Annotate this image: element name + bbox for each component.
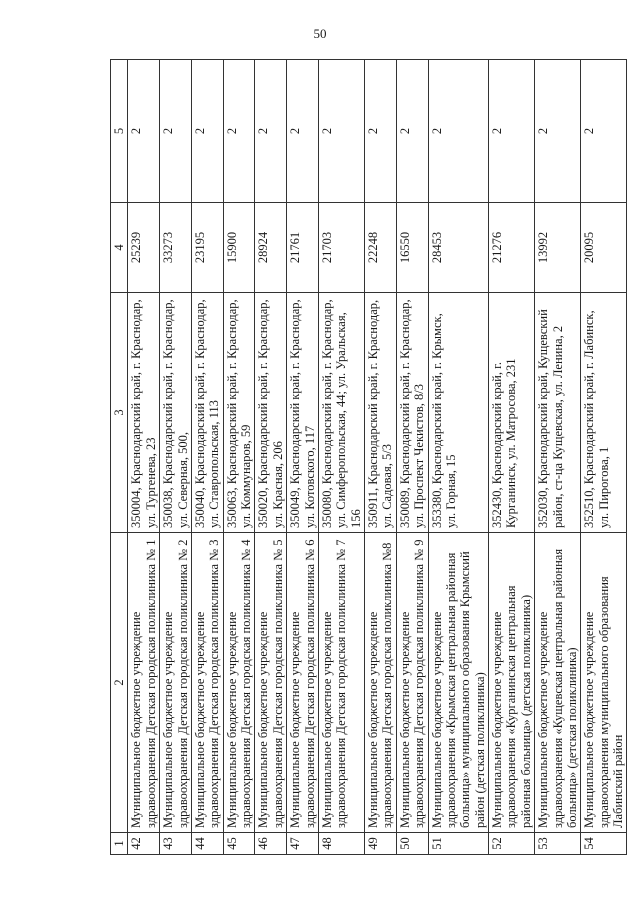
header-col-5: 5 [111,60,128,203]
table-row [396,60,428,855]
population-count: 20095 [581,203,627,293]
row-number: 53 [535,833,581,855]
table-row [581,60,627,855]
institution-address: 352030, Краснодарский край, Кущевский район, ст-ца Кущевская, ул. Ленина, 2 [535,293,581,533]
category-value: 2 [191,60,223,203]
institution-name: Муниципальное бюджетное учреждение здравоохранения Детская городская поликлиника № 5 [255,533,287,833]
institution-address: 350049, Краснодарский край, г. Краснодар, ул. Котовского, 117 [287,293,319,533]
institution-name: Муниципальное бюджетное учреждение здравоохранения Детская городская поликлиника № 7 [318,533,364,833]
row-number: 42 [128,833,160,855]
table-row [318,60,364,855]
institution-address: 352510, Краснодарский край, г. Лабинск, ул. Пирогова, 1 [581,293,627,533]
population-count: 28453 [428,203,489,293]
category-value: 2 [128,60,160,203]
table-row [128,60,160,855]
category-value: 2 [160,60,192,203]
row-number: 50 [396,833,428,855]
header-col-1: 1 [111,833,128,855]
population-count: 33273 [160,203,192,293]
table-row [223,60,255,855]
header-col-2: 2 [111,533,128,833]
population-count: 22248 [365,203,397,293]
population-count: 21703 [318,203,364,293]
table-row [489,60,535,855]
institution-address: 350063, Краснодарский край, г. Краснодар, ул. Коммунаров, 59 [223,293,255,533]
population-count: 21761 [287,203,319,293]
row-number: 47 [287,833,319,855]
row-number: 43 [160,833,192,855]
institution-address: 352430, Краснодарский край, г. Курганинск, ул. Матросова, 231 [489,293,535,533]
population-count: 16550 [396,203,428,293]
institution-address: 350038, Краснодарский край, г. Краснодар, ул. Северная, 500, [160,293,192,533]
row-number: 48 [318,833,364,855]
population-count: 21276 [489,203,535,293]
institution-address: 350004, Краснодарский край, г. Краснодар, ул. Тургенева, 23 [128,293,160,533]
category-value: 2 [365,60,397,203]
institution-name: Муниципальное бюджетное учреждение здравоохранения «Крымская центральная районная больница» муниципального образования Крымский район (детская поликлиника) [428,533,489,833]
table-row [287,60,319,855]
category-value: 2 [223,60,255,203]
rotated-page-content [110,60,625,855]
institution-name: Муниципальное бюджетное учреждение здравоохранения Детская городская поликлиника № 4 [223,533,255,833]
category-value: 2 [396,60,428,203]
institution-address: 350020, Краснодарский край, г. Краснодар, ул. Красная, 206 [255,293,287,533]
population-count: 28924 [255,203,287,293]
institutions-table [110,59,627,855]
category-value: 2 [581,60,627,203]
row-number: 54 [581,833,627,855]
table-row [255,60,287,855]
category-value: 2 [318,60,364,203]
population-count: 13992 [535,203,581,293]
institution-name: Муниципальное бюджетное учреждение здравоохранения Детская городская поликлиника № 1 [128,533,160,833]
institution-address: 353380, Краснодарский край, г. Крымск, ул. Горная, 15 [428,293,489,533]
population-count: 15900 [223,203,255,293]
population-count: 23195 [191,203,223,293]
institution-name: Муниципальное бюджетное учреждение здравоохранения Детская городская поликлиника № 6 [287,533,319,833]
institution-address: 350040, Краснодарский край, г. Краснодар, ул. Ставропольская, 113 [191,293,223,533]
row-number: 52 [489,833,535,855]
category-value: 2 [489,60,535,203]
page-number: 50 [313,26,327,41]
institution-name: Муниципальное бюджетное учреждение здравоохранения Детская городская поликлиника №8 [365,533,397,833]
institution-address: 350080, Краснодарский край, г. Краснодар, ул. Симферопольская, 44; ул. Уральская, 156 [318,293,364,533]
header-col-3: 3 [111,293,128,533]
row-number: 44 [191,833,223,855]
table-row [365,60,397,855]
row-number: 45 [223,833,255,855]
category-value: 2 [428,60,489,203]
table-row [535,60,581,855]
institution-address: 350911, Краснодарский край, г. Краснодар, ул. Садовая, 5/3 [365,293,397,533]
row-number: 46 [255,833,287,855]
institution-name: Муниципальное бюджетное учреждение здравоохранения Детская городская поликлиника № 9 [396,533,428,833]
institution-name: Муниципальное бюджетное учреждение здравоохранения «Кущевская центральная районная больница» (детская поликлиника) [535,533,581,833]
table-row [160,60,192,855]
table-row [191,60,223,855]
table-body [128,60,627,855]
header-col-4: 4 [111,203,128,293]
category-value: 2 [535,60,581,203]
category-value: 2 [287,60,319,203]
table-row [428,60,489,855]
category-value: 2 [255,60,287,203]
institution-name: Муниципальное бюджетное учреждение здравоохранения муниципального образования Лабинский район [581,533,627,833]
row-number: 49 [365,833,397,855]
population-count: 25239 [128,203,160,293]
table-header-row [111,60,128,855]
institution-name: Муниципальное бюджетное учреждение здравоохранения Детская городская поликлиника № 3 [191,533,223,833]
row-number: 51 [428,833,489,855]
institution-address: 350089, Краснодарский край, г. Краснодар, ул. Проспект Чекистов, 8/3 [396,293,428,533]
rotated-table-area [110,60,625,855]
institution-name: Муниципальное бюджетное учреждение здравоохранения Детская городская поликлиника № 2 [160,533,192,833]
institution-name: Муниципальное бюджетное учреждение здравоохранения «Курганинская центральная районная больница» (детская поликлиника) [489,533,535,833]
